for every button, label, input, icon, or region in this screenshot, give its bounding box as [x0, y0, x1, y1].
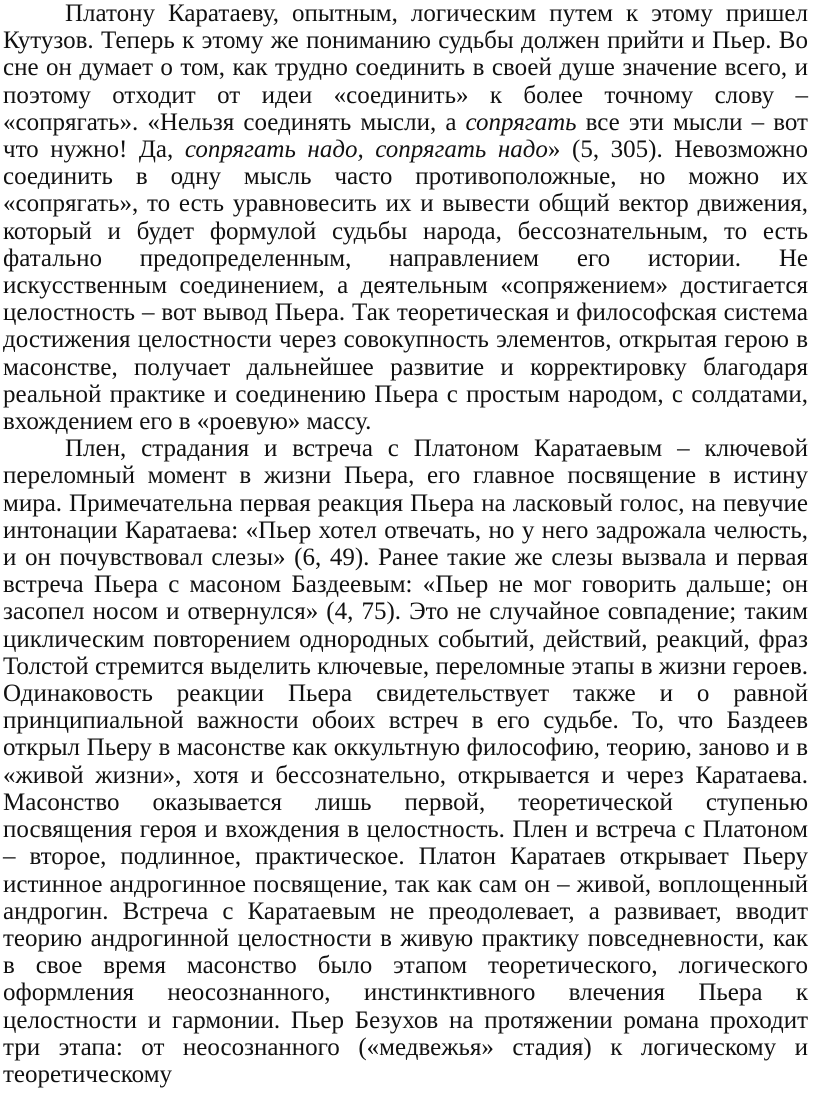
paragraph-2-text-1: Плен, страдания и встреча с Платоном Каратаевым – ключевой переломный момент в жизни Пьера, его главное посвящение в истину мира. Примечательна первая реакция Пьера на ласковый голос, на певучие интонации Каратаева: «Пьер хотел отвечать, но у него задрожала челюсть, и он почувствовал слезы» (6, 49). Ранее такие же слезы вызвала и первая встреча Пьера с масоном Баздеевым: «Пьер не мог говорить дальше; он засопел носом и отвернулся» (4, 75). Это не случайное совпадение; таким циклическим повторением однородных событий, действий, реакций, фраз Толстой стремится выделить ключевые, переломные этапы в жизни героев. Одинаковость реакции Пьера свидетельствует также и о равной принципиальной важности обоих встреч в его судьбе. То, что Баздеев открыл Пьеру в масонстве как оккультную философию, теорию, заново и в «живой жизни», хотя и бессознательно, открывается и через Каратаева. Масонство оказывается лишь первой, теоретической ступенью посвящения героя и вхождения в целостность. Плен и встреча с Платоном – второе, подлинное, практическое. Платон Каратаев открывает Пьеру истинное андрогинное посвящение, так как сам он – живой, воплощенный андрогин. Встреча с Каратаевым не преодолевает, а развивает, вводит теорию андрогинной целостности в живую практику повседневности, как в свое время масонство было этапом теоретического, логического оформления неосознанного, инстинктивного влечения Пьера к целостности и гармонии. Пьер Безухов на протяжении романа проходит три этапа: от неосознанного («медвежья» стадия) к логическому и теоретическому [3, 435, 808, 1088]
paragraph-1-italic-2: сопрягать надо, сопрягать надо [184, 136, 548, 164]
paragraph-1-italic-1: сопрягать [465, 108, 577, 136]
paragraph-2 [3, 435, 808, 1088]
paragraph-1-text-2: все эти мысли – вот что нужно! Да, [3, 108, 808, 164]
paragraph-1 [3, 0, 808, 435]
paragraph-1-text-1: Платону Каратаеву, опытным, логическим путем к этому пришел Кутузов. Теперь к этому же пониманию судьбы должен прийти и Пьер. Во сне он думает о том, как трудно соединить в своей душе значение всего, и поэтому отходит от идеи «соединить» к более точному слову – «сопрягать». «Нельзя соединять мысли, а [3, 0, 808, 136]
paragraph-1-text-3: » (5, 305). Невозможно соединить в одну мысль часто противоположные, но можно их «сопрягать», то есть уравновесить их и вывести общий вектор движения, который и будет формулой судьбы народа, бессознательным, то есть фатально предопределенным, направлением его истории. Не искусственным соединением, а деятельным «сопряжением» достигается целостность – вот вывод Пьера. Так теоретическая и философская система достижения целостности через совокупность элементов, открытая герою в масонстве, получает дальнейшее развитие и корректировку благодаря реальной практике и соединению Пьера с простым народом, с солдатами, вхождением его в «роевую» массу. [3, 136, 808, 436]
